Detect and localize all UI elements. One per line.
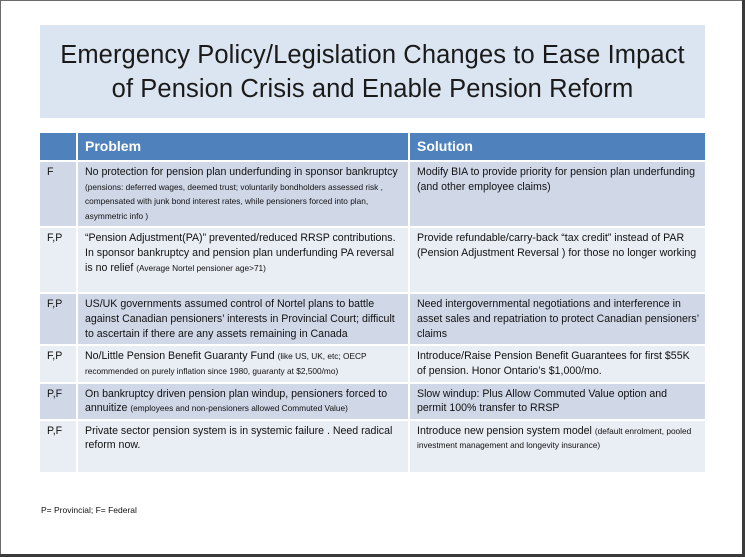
problem-cell — [77, 420, 409, 472]
table-header-row — [40, 133, 705, 161]
level-cell: F — [40, 161, 77, 227]
slide-title-box — [40, 25, 705, 118]
problem-note: (employees and non-pensioners allowed Commuted Value) — [130, 403, 348, 414]
solution-text: Provide refundable/carry-back “tax credit” instead of PAR (Pension Adjustment Reversal ) for those no longer working — [417, 232, 697, 259]
solution-cell — [409, 383, 705, 420]
policy-table — [40, 133, 705, 472]
legend-footnote: P= Provincial; F= Federal — [41, 505, 137, 515]
solution-text: Slow windup: Plus Allow Commuted Value option and permit 100% transfer to RRSP — [417, 387, 668, 415]
table-row — [40, 293, 705, 345]
solution-note: (and other employee claims) — [417, 180, 551, 193]
problem-cell — [77, 161, 409, 227]
solution-cell — [409, 293, 705, 345]
table-row — [40, 383, 705, 420]
solution-cell — [409, 227, 705, 293]
solution-note: (default enrolment, pooled investment management and longevity insurance) — [417, 425, 692, 451]
solution-cell — [409, 345, 705, 382]
level-cell: F,P — [40, 345, 77, 382]
solution-cell — [409, 161, 705, 227]
header-solution: Solution — [409, 133, 705, 161]
problem-cell — [77, 293, 409, 345]
solution-text: Introduce new pension system model — [417, 424, 592, 437]
problem-cell — [77, 345, 409, 382]
level-cell: F,P — [40, 293, 77, 345]
level-cell: P,F — [40, 420, 77, 472]
table-row — [40, 345, 705, 382]
level-cell: P,F — [40, 383, 77, 420]
table-row — [40, 161, 705, 227]
table-row — [40, 420, 705, 472]
solution-text: Need intergovernmental negotiations and interference in asset sales and repatriation to protect Canadian pensioners’ claims — [417, 298, 699, 340]
solution-cell — [409, 420, 705, 472]
solution-text: Introduce/Raise Pension Benefit Guarantees for first $55K of pension. Honor Ontario’s $1,000/mo. — [417, 350, 690, 377]
problem-text: No/Little Pension Benefit Guaranty Fund — [85, 350, 275, 363]
level-cell: F,P — [40, 227, 77, 293]
title-line-2: of Pension Crisis and Enable Pension Reform — [111, 74, 634, 103]
problem-note: (Average Nortel pensioner age>71) — [136, 262, 266, 273]
table-row — [40, 227, 705, 293]
problem-text: US/UK governments assumed control of Nortel plans to battle against Canadian pensioners’ interests in Provincial Court; difficult to ascertain if there are any assets remaining in Canada — [85, 298, 395, 340]
title-line-1: Emergency Policy/Legislation Changes to Ease Impact — [60, 40, 685, 69]
slide-title — [60, 38, 685, 106]
problem-text: No protection for pension plan underfunding in sponsor bankruptcy — [85, 166, 398, 178]
solution-text: Modify BIA to provide priority for pension plan underfunding — [417, 166, 695, 178]
header-problem: Problem — [77, 133, 409, 161]
problem-text: Private sector pension system is in systemic failure . Need radical reform now. — [85, 424, 393, 452]
problem-note: (pensions: deferred wages, deemed trust; voluntarily bondholders assessed risk , compensated with junk bond interest rates, while pensioners forced into plan, asymmetric info ) — [85, 181, 383, 221]
problem-cell — [77, 227, 409, 293]
problem-text: On bankruptcy driven pension plan windup, pensioners forced to annuitize — [85, 387, 388, 415]
header-level — [40, 133, 77, 161]
problem-text: “Pension Adjustment(PA)” prevented/reduced RRSP contributions. In sponsor bankruptcy and pension plan underfunding PA reversal is no relief — [85, 232, 396, 274]
problem-note: (like US, UK, etc; OECP recommended on purely inflation since 1980, guaranty at $2,500/mo) — [85, 351, 367, 376]
problem-cell — [77, 383, 409, 420]
